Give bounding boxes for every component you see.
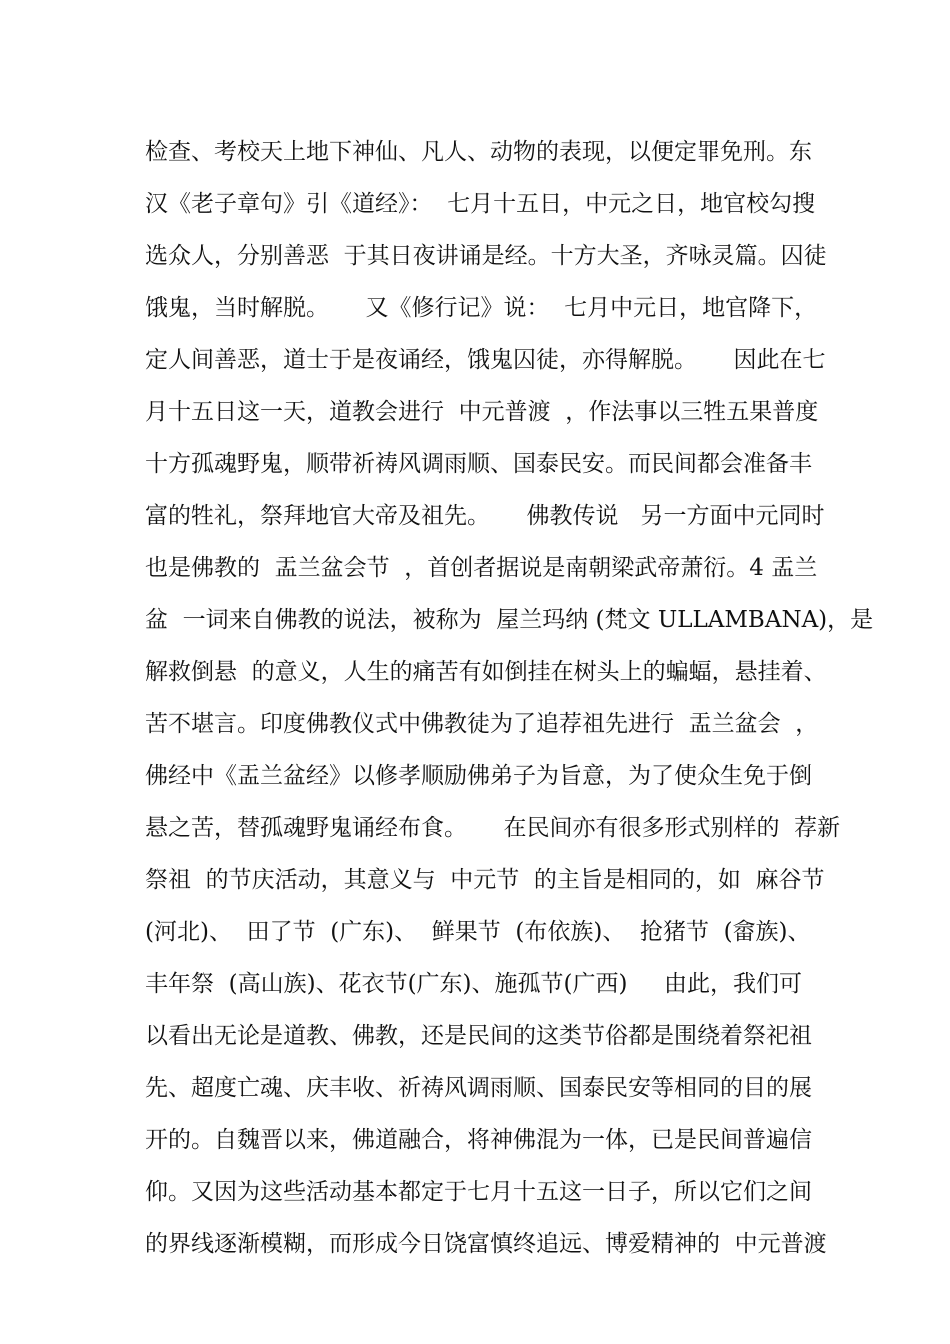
text-line: 汉《老子章句》引《道经》： 七月十五日，中元之日，地官校勾搜 — [145, 191, 816, 217]
text-line: 以看出无论是道教、佛教，还是民间的这类节俗都是围绕着祭祀祖 — [145, 1023, 812, 1049]
text-line: 十方孤魂野鬼，顺带祈祷风调雨顺、国泰民安。而民间都会准备丰 — [145, 451, 812, 477]
text-line: 苦不堪言。印度佛教仪式中佛教徒为了追荐祖先进行 盂兰盆会 ， — [145, 711, 819, 737]
text-line: 饿鬼，当时解脱。 又《修行记》说： 七月中元日，地官降下， — [145, 295, 818, 321]
text-line: 丰年祭 (高山族)、花衣节(广东)、施孤节(广西) 由此，我们可 — [145, 971, 803, 997]
text-line: 也是佛教的 盂兰盆会节 ，首创者据说是南朝梁武帝萧衍。4 盂兰 — [145, 555, 818, 581]
text-line: 月十五日这一天，道教会进行 中元普渡 ，作法事以三牲五果普度 — [145, 399, 819, 425]
text-line: (河北)、 田了节 (广东)、 鲜果节 (布依族)、 抢猪节 (畲族)、 — [145, 919, 811, 945]
text-line: 佛经中《盂兰盆经》以修孝顺励佛弟子为旨意，为了使众生免于倒 — [145, 763, 812, 789]
text-line: 解救倒悬 的意义，人生的痛苦有如倒挂在树头上的蝙蝠，悬挂着、 — [145, 659, 827, 685]
body-text — [145, 126, 874, 1270]
text-line: 祭祖 的节庆活动，其意义与 中元节 的主旨是相同的，如 麻谷节 — [145, 867, 825, 893]
text-line: 定人间善恶，道士于是夜诵经，饿鬼囚徒，亦得解脱。 因此在七 — [145, 347, 826, 373]
text-line: 盆 一词来自佛教的说法，被称为 屋兰玛纳 (梵文 ULLAMBANA)，是 — [145, 607, 874, 633]
text-line: 悬之苦，替孤魂野鬼诵经布食。 在民间亦有很多形式别样的 荐新 — [145, 815, 841, 841]
text-line: 检查、考校天上地下神仙、凡人、动物的表现，以便定罪免刑。东 — [145, 139, 812, 165]
text-line: 的界线逐渐模糊，而形成今日饶富慎终追远、博爱精神的 中元普渡 — [145, 1231, 827, 1257]
text-line: 仰。又因为这些活动基本都定于七月十五这一日子，所以它们之间 — [145, 1179, 812, 1205]
text-line: 先、超度亡魂、庆丰收、祈祷风调雨顺、国泰民安等相同的目的展 — [145, 1075, 812, 1101]
text-line: 开的。自魏晋以来，佛道融合，将神佛混为一体，已是民间普遍信 — [145, 1127, 812, 1153]
text-line: 富的牲礼，祭拜地官大帝及祖先。 佛教传说 另一方面中元同时 — [145, 503, 825, 529]
text-line: 选众人，分别善恶 于其日夜讲诵是经。十方大圣，齐咏灵篇。囚徒 — [145, 243, 827, 269]
